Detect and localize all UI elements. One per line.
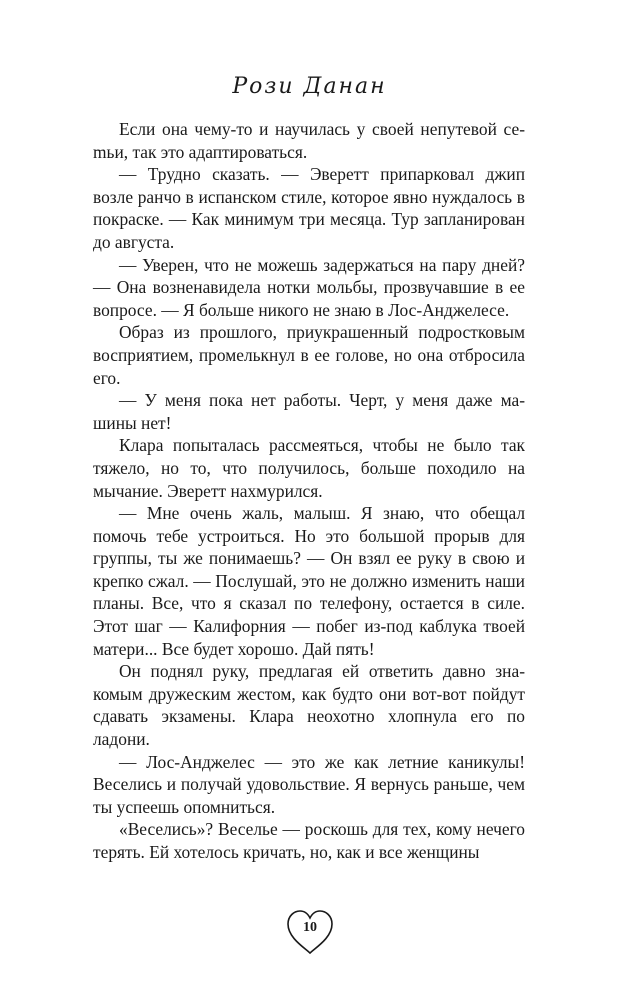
page-number: 10 [303, 920, 317, 935]
paragraph: — Лос-Анджелес — это же как летние каникулы! Веселись и получай удовольствие. Я вернусь раньше, чем ты успеешь опомниться. [93, 751, 525, 817]
paragraph: «Веселись»? Веселье — роскошь для тех, кому нечего терять. Ей хотелось кричать, но, как и все женщины [93, 819, 525, 862]
paragraph: — Трудно сказать. — Эверетт припарковал джип возле ранчо в испанском стиле, которое явно нуждалось в покраске. — Как минимум три месяца. Тур запланирован до августа. [93, 164, 525, 252]
page-footer [0, 908, 619, 964]
body-text [93, 118, 525, 864]
paragraph: Он поднял руку, предлагая ей ответить давно знакомым дружеским жестом, как будто они вот-вот пойдут сдавать экзамены. Клара неохотно хлопнула его по ладони. [93, 661, 525, 750]
paragraph: Если она чему-то и научилась у своей непутевой сеmьи, так это адаптироваться. [93, 119, 525, 162]
paragraph: — У меня пока нет работы. Черт, у меня даже машины нет! [93, 390, 525, 433]
paragraph: Клара попыталась рассмеяться, чтобы не было так тяжело, но то, что получилось, больше походило на мычание. Эверетт нахмурился. [93, 435, 525, 501]
paragraph: Образ из прошлого, приукрашенный подростковым восприятием, промелькнул в ее голове, но она отбросила его. [93, 322, 525, 388]
paragraph: — Уверен, что не можешь задержаться на пару дней? — Она возненавидела нотки мольбы, прозвучавшие в ее вопросе. — Я больше никого не знаю в Лос-Анджелесе. [93, 254, 525, 320]
running-header-author: Рози Данан [232, 74, 387, 99]
paragraph: — Мне очень жаль, малыш. Я знаю, что обещал помочь тебе устроиться. Но это большой прорыв для группы, ты же понимаешь? — Он взял ее руку в свою и крепко сжал. — Послушай, это не должно изменить наши планы. Все, что я сказал по телефону, остается в силе. Этот шаг — Калифорния — побег из-под каблука твоей матери... Все будет хорошо. Дай пять! [93, 503, 525, 659]
